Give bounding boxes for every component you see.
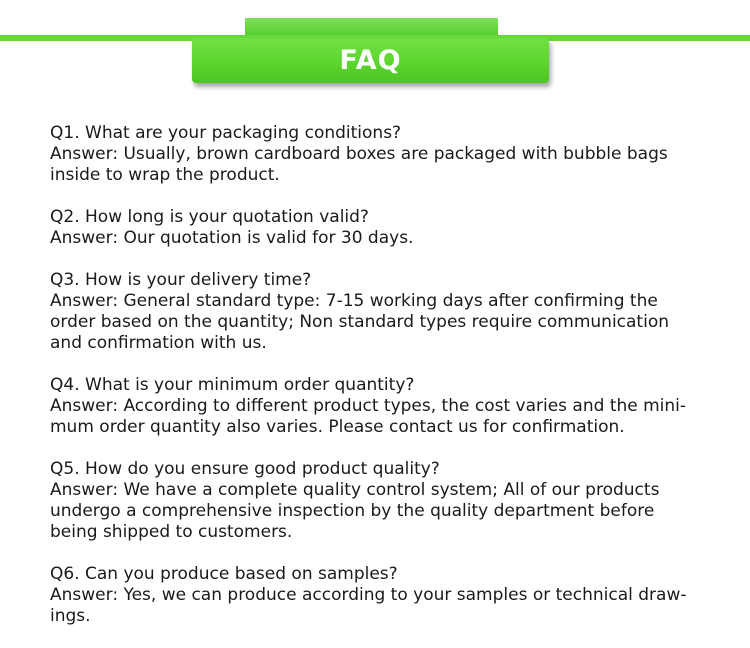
faq-answer-line: ings. xyxy=(50,606,91,626)
faq-answer-line: Answer: Yes, we can produce according to your samples or technical draw- xyxy=(50,585,687,605)
faq-question: Q2. How long is your quotation valid? xyxy=(50,207,369,227)
faq-item-6 xyxy=(50,564,718,627)
header-top-strip xyxy=(245,18,498,35)
faq-title-banner xyxy=(192,38,549,83)
faq-title: FAQ xyxy=(339,45,402,76)
faq-answer-line: Answer: According to different product types, the cost varies and the mini- xyxy=(50,396,687,416)
faq-answer-line: order based on the quantity; Non standard types require communication xyxy=(50,312,669,332)
faq-question: Q4. What is your minimum order quantity? xyxy=(50,375,415,395)
faq-item-3 xyxy=(50,270,718,354)
faq-item-2 xyxy=(50,207,718,249)
faq-answer-line: and confirmation with us. xyxy=(50,333,267,353)
faq-list xyxy=(50,123,718,648)
faq-answer-line: Answer: We have a complete quality control system; All of our products xyxy=(50,480,660,500)
faq-answer-line: Answer: Our quotation is valid for 30 days. xyxy=(50,228,414,248)
faq-answer-line: mum order quantity also varies. Please contact us for confirmation. xyxy=(50,417,625,437)
faq-answer-line: Answer: Usually, brown cardboard boxes are packaged with bubble bags xyxy=(50,144,668,164)
faq-answer-line: undergo a comprehensive inspection by the quality department before xyxy=(50,501,655,521)
faq-item-5 xyxy=(50,459,718,543)
faq-question: Q5. How do you ensure good product quality? xyxy=(50,459,440,479)
faq-item-1 xyxy=(50,123,718,186)
faq-question: Q1. What are your packaging conditions? xyxy=(50,123,402,143)
faq-question: Q6. Can you produce based on samples? xyxy=(50,564,398,584)
faq-answer-line: inside to wrap the product. xyxy=(50,165,280,185)
faq-item-4 xyxy=(50,375,718,438)
faq-answer-line: Answer: General standard type: 7-15 working days after confirming the xyxy=(50,291,658,311)
faq-question: Q3. How is your delivery time? xyxy=(50,270,312,290)
faq-answer-line: being shipped to customers. xyxy=(50,522,293,542)
